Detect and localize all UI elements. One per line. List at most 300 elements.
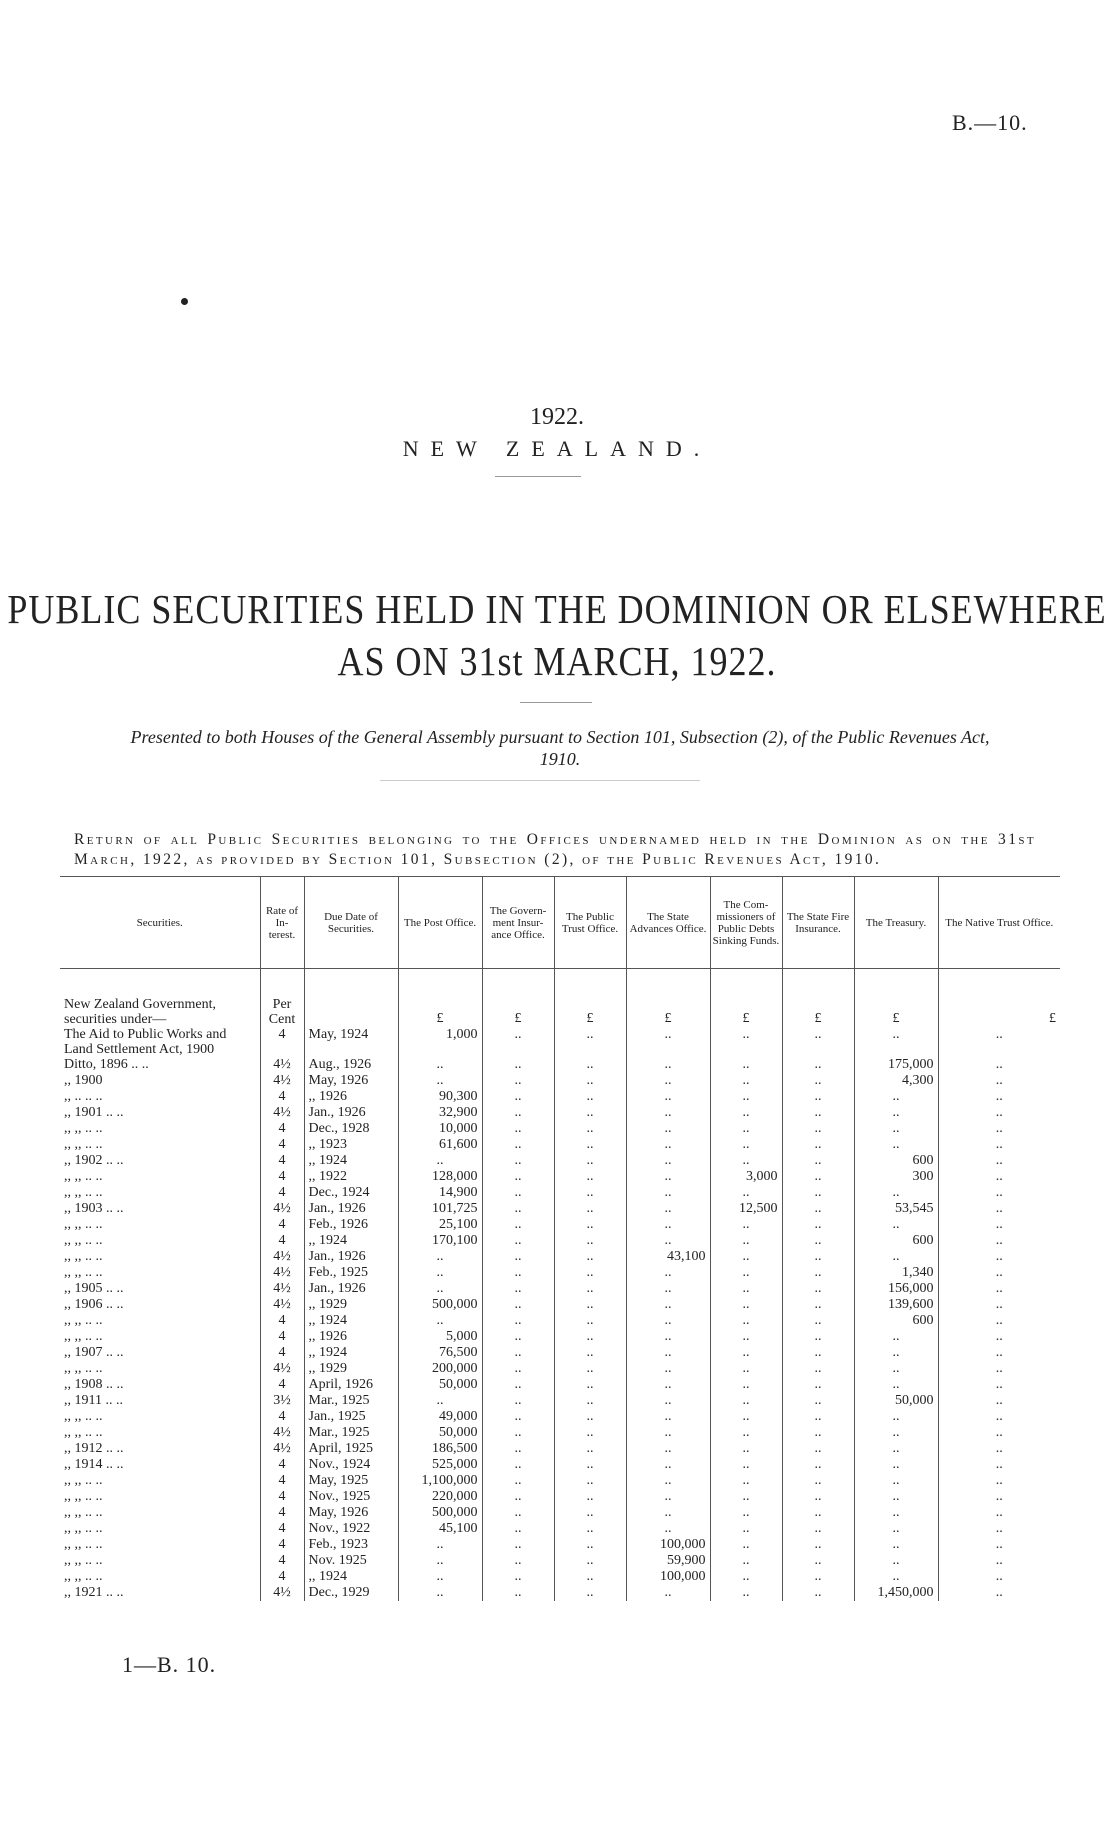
- value-cell: ..: [482, 1057, 554, 1073]
- security-name: ,, 1908 .. ..: [64, 1377, 124, 1392]
- value-cell: 1,000: [398, 1027, 482, 1057]
- table-row: [60, 1377, 1060, 1393]
- value-cell: ..: [482, 1233, 554, 1249]
- due-cell: Nov., 1925: [304, 1489, 398, 1505]
- value-cell: ..: [710, 1361, 782, 1377]
- value-cell: ..: [710, 1057, 782, 1073]
- value-cell: ..: [554, 1361, 626, 1377]
- due-cell: May, 1926: [304, 1073, 398, 1089]
- due-cell: Mar., 1925: [304, 1425, 398, 1441]
- rate-cell: 4½: [260, 1361, 304, 1377]
- value-cell: ..: [482, 1201, 554, 1217]
- value-cell: ..: [554, 1345, 626, 1361]
- value-cell: £: [626, 997, 710, 1027]
- table-row: [60, 1489, 1060, 1505]
- value-cell: ..: [554, 1137, 626, 1153]
- value-cell: ..: [482, 1345, 554, 1361]
- value-cell: ..: [626, 1585, 710, 1601]
- value-cell: ..: [554, 1585, 626, 1601]
- value-cell: £: [782, 997, 854, 1027]
- table-row: [60, 1329, 1060, 1345]
- due-cell: Jan., 1925: [304, 1409, 398, 1425]
- security-name: ,, 1900: [64, 1073, 103, 1088]
- value-cell: 12,500: [710, 1201, 782, 1217]
- value-cell: ..: [782, 1489, 854, 1505]
- table-row: [60, 1297, 1060, 1313]
- value-cell: ..: [482, 1585, 554, 1601]
- divider: [495, 476, 581, 477]
- table-row: [60, 1089, 1060, 1105]
- value-cell: 76,500: [398, 1345, 482, 1361]
- value-cell: ..: [710, 1137, 782, 1153]
- due-cell: Nov., 1924: [304, 1457, 398, 1473]
- security-name: ,, ,, .. ..: [64, 1217, 103, 1232]
- value-cell: ..: [854, 1377, 938, 1393]
- security-name: ,, ,, .. ..: [64, 1169, 103, 1184]
- value-cell: ..: [854, 1553, 938, 1569]
- value-cell: ..: [854, 1361, 938, 1377]
- value-cell: ..: [710, 1105, 782, 1121]
- security-name: ,, ,, .. ..: [64, 1553, 103, 1568]
- value-cell: ..: [626, 1457, 710, 1473]
- due-cell: Feb., 1923: [304, 1537, 398, 1553]
- value-cell: ..: [710, 1537, 782, 1553]
- table-row: [60, 1409, 1060, 1425]
- value-cell: ..: [626, 1345, 710, 1361]
- value-cell: £: [854, 997, 938, 1027]
- value-cell: ..: [482, 1521, 554, 1537]
- rate-cell: 4: [260, 1521, 304, 1537]
- value-cell: ..: [482, 1441, 554, 1457]
- value-cell: ..: [854, 1089, 938, 1105]
- value-cell: 525,000: [398, 1457, 482, 1473]
- value-cell: ..: [854, 1489, 938, 1505]
- value-cell: 1,340: [854, 1265, 938, 1281]
- value-cell: ..: [554, 1281, 626, 1297]
- value-cell: ..: [626, 1073, 710, 1089]
- value-cell: 175,000: [854, 1057, 938, 1073]
- value-cell: 220,000: [398, 1489, 482, 1505]
- value-cell: 600: [854, 1313, 938, 1329]
- value-cell: ..: [782, 1521, 854, 1537]
- value-cell: ..: [554, 1105, 626, 1121]
- value-cell: 4,300: [854, 1073, 938, 1089]
- due-cell: ,, 1926: [304, 1089, 398, 1105]
- value-cell: ..: [626, 1297, 710, 1313]
- value-cell: ..: [782, 1553, 854, 1569]
- value-cell: 100,000: [626, 1569, 710, 1585]
- value-cell: 156,000: [854, 1281, 938, 1297]
- value-cell: ..: [938, 1329, 1060, 1345]
- rate-cell: 4: [260, 1457, 304, 1473]
- sheet-reference: 1—B. 10.: [122, 1652, 217, 1677]
- value-cell: ..: [626, 1409, 710, 1425]
- table-row: [60, 1553, 1060, 1569]
- table-row: [60, 1137, 1060, 1153]
- due-cell: ,, 1924: [304, 1345, 398, 1361]
- value-cell: ..: [398, 1537, 482, 1553]
- due-cell: ,, 1924: [304, 1233, 398, 1249]
- value-cell: ..: [626, 1489, 710, 1505]
- table-row: [60, 1121, 1060, 1137]
- rate-cell: 4: [260, 1121, 304, 1137]
- rate-cell: 4½: [260, 1201, 304, 1217]
- title-line-2: AS ON 31st MARCH, 1922.: [337, 638, 777, 684]
- value-cell: ..: [710, 1329, 782, 1345]
- value-cell: ..: [554, 1027, 626, 1057]
- value-cell: ..: [854, 1345, 938, 1361]
- security-name: ,, 1905 .. ..: [64, 1281, 124, 1296]
- due-cell: ,, 1924: [304, 1153, 398, 1169]
- value-cell: ..: [626, 1441, 710, 1457]
- value-cell: ..: [626, 1089, 710, 1105]
- return-caption: Return of all Public Securities belonging to the Offices undernamed held in the Dominion as on the 31st March, 1922, as provided by Section 101, Subsection (2), of the Public Revenues Act, 1910.: [74, 831, 1036, 868]
- value-cell: ..: [554, 1553, 626, 1569]
- value-cell: ..: [782, 1057, 854, 1073]
- value-cell: ..: [398, 1265, 482, 1281]
- rate-cell: 4: [260, 1489, 304, 1505]
- value-cell: ..: [554, 1249, 626, 1265]
- due-cell: ,, 1924: [304, 1569, 398, 1585]
- value-cell: ..: [710, 1489, 782, 1505]
- security-name: ,, ,, .. ..: [64, 1233, 103, 1248]
- value-cell: ..: [938, 1121, 1060, 1137]
- rate-cell: 4½: [260, 1281, 304, 1297]
- value-cell: £: [482, 997, 554, 1027]
- value-cell: ..: [554, 1169, 626, 1185]
- value-cell: ..: [782, 1361, 854, 1377]
- due-cell: ,, 1924: [304, 1313, 398, 1329]
- table-row: [60, 1473, 1060, 1489]
- rate-cell: 4: [260, 1569, 304, 1585]
- table-row: [60, 1361, 1060, 1377]
- value-cell: 14,900: [398, 1185, 482, 1201]
- security-name: ,, 1907 .. ..: [64, 1345, 124, 1360]
- value-cell: ..: [482, 1361, 554, 1377]
- value-cell: ..: [482, 1329, 554, 1345]
- value-cell: ..: [782, 1537, 854, 1553]
- value-cell: ..: [854, 1409, 938, 1425]
- value-cell: ..: [938, 1027, 1060, 1057]
- security-name: ,, ,, .. ..: [64, 1569, 103, 1584]
- value-cell: ..: [854, 1473, 938, 1489]
- due-cell: Jan., 1926: [304, 1105, 398, 1121]
- value-cell: ..: [938, 1393, 1060, 1409]
- value-cell: ..: [554, 1313, 626, 1329]
- value-cell: ..: [782, 1137, 854, 1153]
- table-row: [60, 1265, 1060, 1281]
- value-cell: 200,000: [398, 1361, 482, 1377]
- value-cell: ..: [782, 1457, 854, 1473]
- value-cell: £: [554, 997, 626, 1027]
- value-cell: ..: [398, 1313, 482, 1329]
- value-cell: ..: [482, 1409, 554, 1425]
- value-cell: ..: [782, 1297, 854, 1313]
- table-row: [60, 1457, 1060, 1473]
- security-name: ,, 1914 .. ..: [64, 1457, 124, 1472]
- value-cell: ..: [626, 1281, 710, 1297]
- value-cell: ..: [482, 1553, 554, 1569]
- rate-cell: 4½: [260, 1425, 304, 1441]
- value-cell: ..: [482, 1297, 554, 1313]
- value-cell: ..: [938, 1105, 1060, 1121]
- value-cell: ..: [854, 1569, 938, 1585]
- value-cell: ..: [938, 1249, 1060, 1265]
- value-cell: ..: [938, 1489, 1060, 1505]
- value-cell: ..: [626, 1185, 710, 1201]
- rate-cell: 4: [260, 1409, 304, 1425]
- rate-cell: 4½: [260, 1265, 304, 1281]
- value-cell: ..: [782, 1169, 854, 1185]
- value-cell: ..: [626, 1361, 710, 1377]
- security-name: ,, ,, .. ..: [64, 1505, 103, 1520]
- value-cell: 5,000: [398, 1329, 482, 1345]
- value-cell: ..: [482, 1153, 554, 1169]
- value-cell: ..: [554, 1153, 626, 1169]
- value-cell: ..: [482, 1473, 554, 1489]
- value-cell: ..: [782, 1441, 854, 1457]
- value-cell: ..: [482, 1537, 554, 1553]
- value-cell: ..: [938, 1505, 1060, 1521]
- value-cell: ..: [938, 1313, 1060, 1329]
- column-header: The State Fire Insurance.: [782, 877, 854, 969]
- value-cell: ..: [782, 1329, 854, 1345]
- value-cell: ..: [554, 1185, 626, 1201]
- value-cell: 500,000: [398, 1505, 482, 1521]
- value-cell: ..: [782, 1377, 854, 1393]
- rate-cell: 4½: [260, 1297, 304, 1313]
- table-row: [60, 1585, 1060, 1601]
- value-cell: ..: [554, 1057, 626, 1073]
- rate-cell: 4: [260, 1153, 304, 1169]
- value-cell: ..: [710, 1457, 782, 1473]
- rate-cell: 4: [260, 1377, 304, 1393]
- value-cell: ..: [626, 1265, 710, 1281]
- value-cell: ..: [938, 1537, 1060, 1553]
- value-cell: ..: [782, 1265, 854, 1281]
- value-cell: ..: [782, 1217, 854, 1233]
- value-cell: ..: [554, 1121, 626, 1137]
- value-cell: ..: [782, 1027, 854, 1057]
- value-cell: ..: [710, 1553, 782, 1569]
- table-row: [60, 1313, 1060, 1329]
- value-cell: ..: [710, 1265, 782, 1281]
- value-cell: ..: [482, 1089, 554, 1105]
- due-cell: Dec., 1928: [304, 1121, 398, 1137]
- rate-cell: 4: [260, 1169, 304, 1185]
- value-cell: ..: [554, 1489, 626, 1505]
- security-name: ,, 1903 .. ..: [64, 1201, 124, 1216]
- value-cell: ..: [938, 1377, 1060, 1393]
- table-row: [60, 1393, 1060, 1409]
- rate-cell: 4½: [260, 1105, 304, 1121]
- value-cell: ..: [626, 1169, 710, 1185]
- value-cell: ..: [626, 1201, 710, 1217]
- value-cell: ..: [854, 1425, 938, 1441]
- value-cell: ..: [626, 1329, 710, 1345]
- rate-cell: 4½: [260, 1249, 304, 1265]
- value-cell: ..: [710, 1521, 782, 1537]
- value-cell: ..: [482, 1393, 554, 1409]
- value-cell: ..: [482, 1425, 554, 1441]
- security-name: ,, 1902 .. ..: [64, 1153, 124, 1168]
- value-cell: 43,100: [626, 1249, 710, 1265]
- value-cell: ..: [554, 1425, 626, 1441]
- column-header: The State Advances Office.: [626, 877, 710, 969]
- value-cell: 128,000: [398, 1169, 482, 1185]
- table-row: [60, 1505, 1060, 1521]
- value-cell: ..: [710, 1393, 782, 1409]
- value-cell: 53,545: [854, 1201, 938, 1217]
- value-cell: ..: [482, 1505, 554, 1521]
- table-row: [60, 1569, 1060, 1585]
- value-cell: 101,725: [398, 1201, 482, 1217]
- value-cell: ..: [398, 1057, 482, 1073]
- value-cell: ..: [626, 1505, 710, 1521]
- column-header: The Public Trust Office.: [554, 877, 626, 969]
- value-cell: ..: [938, 1217, 1060, 1233]
- value-cell: 500,000: [398, 1297, 482, 1313]
- due-cell: Aug., 1926: [304, 1057, 398, 1073]
- rate-cell: 4: [260, 1537, 304, 1553]
- rate-cell: 4½: [260, 1057, 304, 1073]
- value-cell: ..: [398, 1393, 482, 1409]
- value-cell: 45,100: [398, 1521, 482, 1537]
- column-header: Due Date of Securities.: [304, 877, 398, 969]
- due-cell: ,, 1926: [304, 1329, 398, 1345]
- value-cell: ..: [398, 1585, 482, 1601]
- security-name: ,, ,, .. ..: [64, 1521, 103, 1536]
- value-cell: ..: [482, 1457, 554, 1473]
- value-cell: ..: [938, 1409, 1060, 1425]
- table-row: [60, 1027, 1060, 1057]
- due-cell: Nov. 1925: [304, 1553, 398, 1569]
- value-cell: ..: [482, 1217, 554, 1233]
- column-header: The Com-missioners of Public Debts Sinking Funds.: [710, 877, 782, 969]
- table-row: [60, 1217, 1060, 1233]
- value-cell: ..: [626, 1521, 710, 1537]
- value-cell: ..: [938, 1425, 1060, 1441]
- value-cell: ..: [938, 1473, 1060, 1489]
- value-cell: 1,450,000: [854, 1585, 938, 1601]
- value-cell: 1,100,000: [398, 1473, 482, 1489]
- value-cell: ..: [782, 1505, 854, 1521]
- bullet-mark: [181, 298, 188, 305]
- value-cell: 186,500: [398, 1441, 482, 1457]
- value-cell: 25,100: [398, 1217, 482, 1233]
- value-cell: ..: [626, 1217, 710, 1233]
- column-header: The Post Office.: [398, 877, 482, 969]
- security-name: ,, ,, .. ..: [64, 1489, 103, 1504]
- value-cell: ..: [782, 1345, 854, 1361]
- value-cell: ..: [854, 1457, 938, 1473]
- value-cell: ..: [554, 1217, 626, 1233]
- security-name: ,, ,, .. ..: [64, 1265, 103, 1280]
- value-cell: ..: [854, 1105, 938, 1121]
- value-cell: ..: [554, 1297, 626, 1313]
- security-name: ,, 1911 .. ..: [64, 1393, 123, 1408]
- value-cell: ..: [626, 1425, 710, 1441]
- due-cell: April, 1925: [304, 1441, 398, 1457]
- value-cell: £: [710, 997, 782, 1027]
- value-cell: ..: [938, 1521, 1060, 1537]
- column-header: Rate of In-terest.: [260, 877, 304, 969]
- value-cell: ..: [782, 1313, 854, 1329]
- value-cell: ..: [626, 1313, 710, 1329]
- rate-cell: 4: [260, 1329, 304, 1345]
- divider: [380, 780, 700, 781]
- value-cell: ..: [782, 1249, 854, 1265]
- table-row: [60, 1249, 1060, 1265]
- security-name: Ditto, 1896 .. ..: [64, 1057, 149, 1072]
- value-cell: ..: [710, 1281, 782, 1297]
- value-cell: ..: [554, 1393, 626, 1409]
- security-name: New Zealand Government, securities under—: [64, 997, 216, 1027]
- value-cell: ..: [938, 1281, 1060, 1297]
- table-row: [60, 1281, 1060, 1297]
- due-cell: Jan., 1926: [304, 1201, 398, 1217]
- value-cell: ..: [554, 1505, 626, 1521]
- rate-cell: 4: [260, 1027, 304, 1057]
- value-cell: ..: [938, 1553, 1060, 1569]
- table-row: [60, 1169, 1060, 1185]
- value-cell: ..: [782, 1121, 854, 1137]
- value-cell: ..: [626, 1153, 710, 1169]
- value-cell: ..: [398, 1281, 482, 1297]
- value-cell: ..: [782, 1425, 854, 1441]
- value-cell: ..: [938, 1345, 1060, 1361]
- security-name: ,, ,, .. ..: [64, 1537, 103, 1552]
- value-cell: ..: [626, 1473, 710, 1489]
- value-cell: ..: [938, 1153, 1060, 1169]
- value-cell: ..: [938, 1233, 1060, 1249]
- value-cell: ..: [626, 1377, 710, 1393]
- value-cell: ..: [938, 1137, 1060, 1153]
- value-cell: ..: [710, 1153, 782, 1169]
- value-cell: ..: [482, 1265, 554, 1281]
- value-cell: ..: [554, 1521, 626, 1537]
- rate-cell: 4: [260, 1345, 304, 1361]
- due-cell: Feb., 1926: [304, 1217, 398, 1233]
- value-cell: ..: [854, 1521, 938, 1537]
- country-heading: NEW ZEALAND.: [402, 436, 712, 461]
- value-cell: ..: [482, 1281, 554, 1297]
- value-cell: 50,000: [398, 1377, 482, 1393]
- due-cell: Dec., 1924: [304, 1185, 398, 1201]
- rate-cell: 4: [260, 1505, 304, 1521]
- value-cell: ..: [710, 1473, 782, 1489]
- presented-note: Presented to both Houses of the General Assembly pursuant to Section 101, Subsection (2), of the Public Revenues Act, 1910.: [130, 727, 990, 769]
- due-cell: Dec., 1929: [304, 1585, 398, 1601]
- table-row: [60, 1057, 1060, 1073]
- value-cell: ..: [554, 1377, 626, 1393]
- value-cell: £: [398, 997, 482, 1027]
- value-cell: ..: [938, 1201, 1060, 1217]
- value-cell: ..: [710, 1409, 782, 1425]
- value-cell: ..: [482, 1169, 554, 1185]
- table-row: [60, 1521, 1060, 1537]
- security-name: ,, ,, .. ..: [64, 1249, 103, 1264]
- value-cell: ..: [782, 1105, 854, 1121]
- security-name: ,, ,, .. ..: [64, 1329, 103, 1344]
- value-cell: ..: [782, 1393, 854, 1409]
- security-name: ,, .. .. ..: [64, 1089, 103, 1104]
- value-cell: 50,000: [398, 1425, 482, 1441]
- value-cell: ..: [554, 1073, 626, 1089]
- due-cell: ,, 1922: [304, 1169, 398, 1185]
- value-cell: ..: [938, 1361, 1060, 1377]
- value-cell: ..: [782, 1185, 854, 1201]
